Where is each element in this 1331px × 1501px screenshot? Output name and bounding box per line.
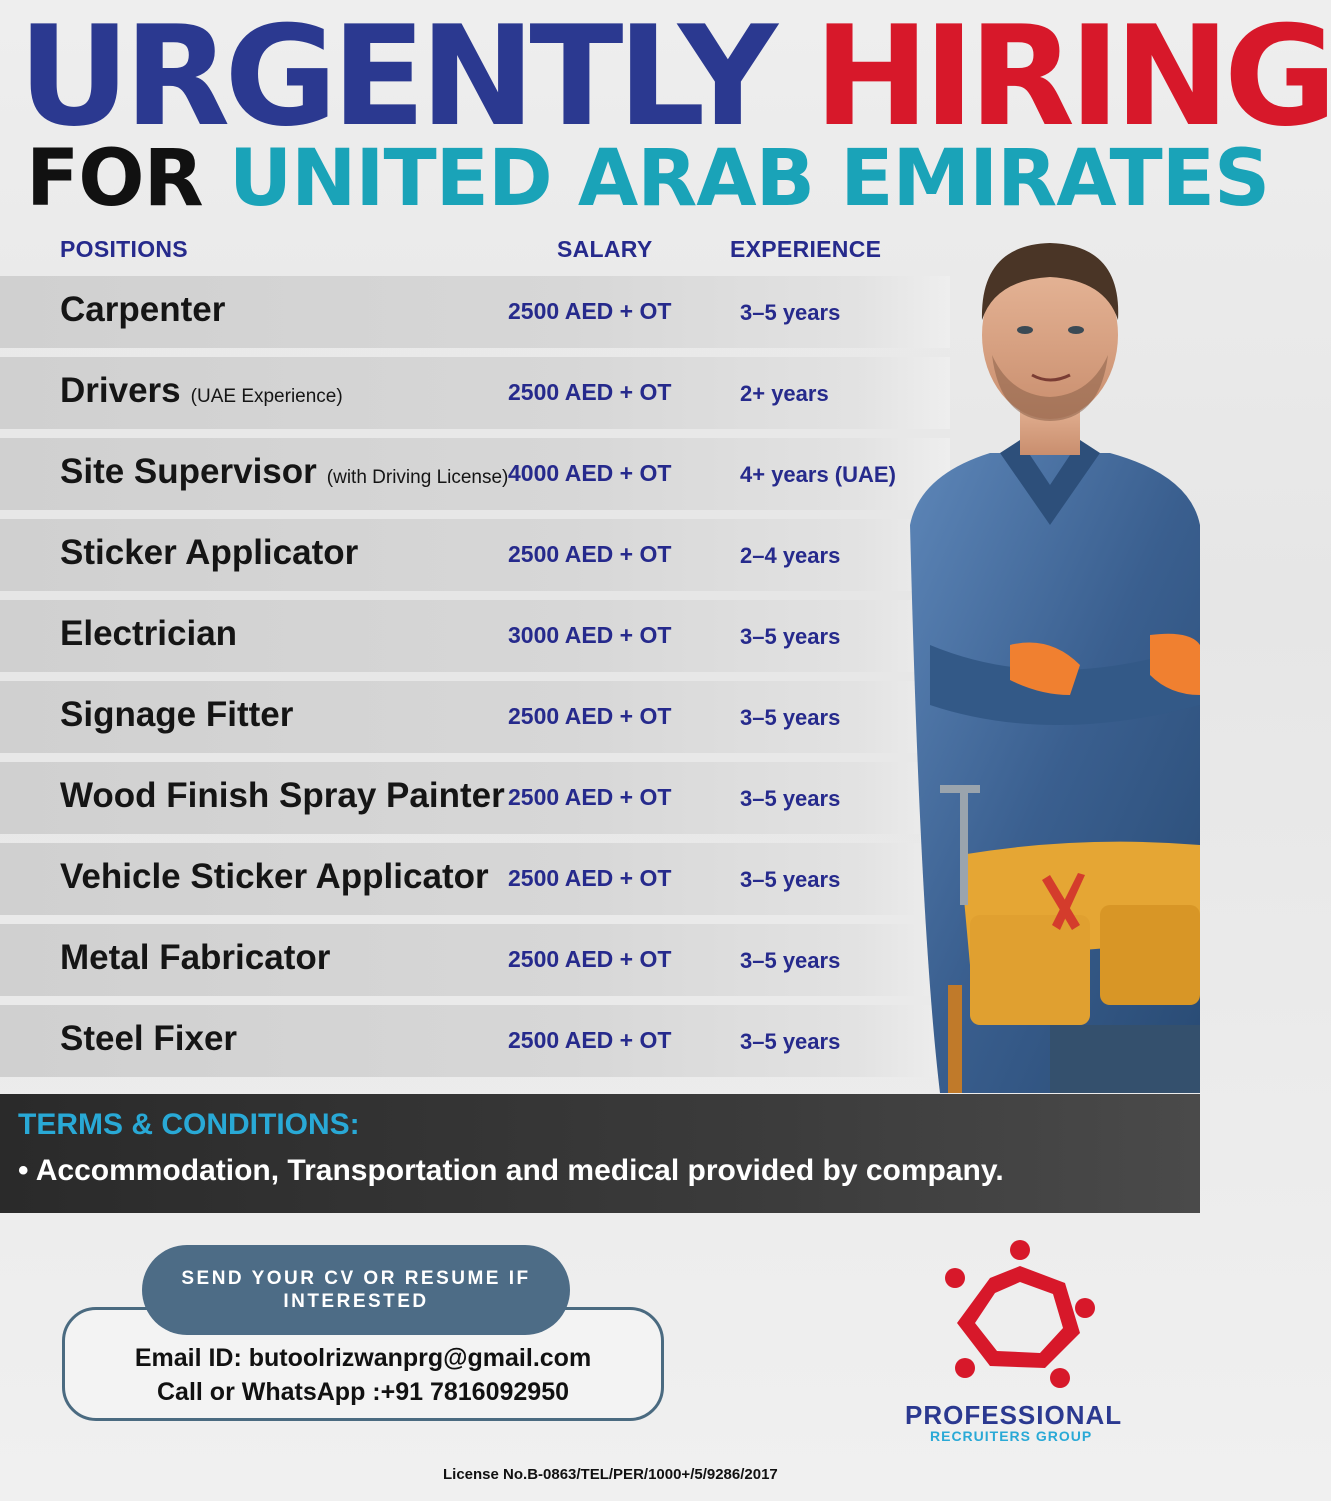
experience-value: 4+ years (UAE) — [740, 462, 896, 487]
salary-value: 4000 AED + OT — [508, 460, 672, 486]
terms-band — [0, 1094, 1200, 1213]
position-name: Electrician — [60, 614, 238, 653]
position-title — [60, 371, 343, 411]
experience-value: 3–5 years — [740, 1029, 841, 1054]
position-name: Vehicle Sticker Applicator — [60, 857, 489, 896]
terms-text: • Accommodation, Transportation and medical provided by company. — [18, 1154, 1004, 1187]
experience-value: 2+ years — [740, 381, 829, 406]
table-row — [0, 843, 950, 915]
table-row — [0, 924, 950, 996]
contact-email[interactable]: Email ID: butoolrizwanprg@gmail.com — [134, 1344, 592, 1372]
headline-country: UNITED ARAB EMIRATES — [228, 134, 1270, 224]
salary-value: 2500 AED + OT — [508, 865, 672, 891]
terms-title: TERMS & CONDITIONS: — [18, 1108, 360, 1141]
headline-secondary — [26, 134, 1269, 224]
position-note: (with Driving License) — [326, 467, 509, 488]
position-name: Drivers — [60, 371, 181, 410]
position-title — [60, 290, 225, 330]
salary-value: 2500 AED + OT — [508, 1027, 672, 1053]
position-name: Steel Fixer — [60, 1019, 238, 1058]
position-title — [60, 1019, 237, 1059]
salary-value: 2500 AED + OT — [508, 541, 672, 567]
headline-word-for: FOR — [26, 134, 203, 224]
headline-word-urgently: URGENTLY — [18, 0, 772, 157]
license-number: License No.B-0863/TEL/PER/1000+/5/9286/2017 — [443, 1466, 778, 1483]
position-title — [60, 533, 358, 573]
position-title — [60, 452, 508, 492]
send-cv-banner — [142, 1245, 570, 1335]
position-title — [60, 776, 505, 816]
experience-value: 3–5 years — [740, 786, 841, 811]
position-name: Wood Finish Spray Painter — [60, 776, 505, 815]
brand-name: PROFESSIONAL — [905, 1400, 1123, 1430]
experience-value: 3–5 years — [740, 624, 841, 649]
experience-value: 3–5 years — [740, 705, 841, 730]
column-header-positions: POSITIONS — [60, 236, 188, 262]
column-header-salary: SALARY — [557, 236, 653, 262]
table-row — [0, 1005, 950, 1077]
column-header-experience: EXPERIENCE — [730, 236, 882, 262]
headline-word-hiring: HIRING — [813, 0, 1331, 157]
contact-phone[interactable]: Call or WhatsApp :+91 7816092950 — [157, 1378, 569, 1406]
position-name: Sticker Applicator — [60, 533, 359, 572]
experience-value: 2–4 years — [740, 543, 841, 568]
position-title — [60, 857, 489, 897]
position-name: Carpenter — [60, 290, 226, 329]
position-title — [60, 695, 293, 735]
table-row — [0, 519, 950, 591]
experience-value: 3–5 years — [740, 948, 841, 973]
position-name: Site Supervisor — [60, 452, 317, 491]
salary-value: 2500 AED + OT — [508, 298, 672, 324]
headline-primary — [18, 0, 1331, 157]
salary-value: 2500 AED + OT — [508, 379, 672, 405]
position-name: Signage Fitter — [60, 695, 294, 734]
experience-value: 3–5 years — [740, 300, 841, 325]
table-row — [0, 276, 950, 348]
salary-value: 2500 AED + OT — [508, 784, 672, 810]
send-cv-text: SEND YOUR CV OR RESUME IF INTERESTED — [181, 1268, 531, 1312]
table-row — [0, 438, 950, 510]
position-title — [60, 614, 237, 654]
salary-value: 2500 AED + OT — [508, 703, 672, 729]
position-name: Metal Fabricator — [60, 938, 331, 977]
position-title — [60, 938, 330, 978]
table-row — [0, 357, 950, 429]
worker-illustration — [900, 225, 1200, 1093]
table-row — [0, 600, 950, 672]
table-row — [0, 681, 950, 753]
salary-value: 3000 AED + OT — [508, 622, 672, 648]
position-note: (UAE Experience) — [190, 386, 343, 407]
table-row — [0, 762, 950, 834]
salary-value: 2500 AED + OT — [508, 946, 672, 972]
brand-logo — [935, 1238, 1105, 1388]
experience-value: 3–5 years — [740, 867, 841, 892]
brand-subtitle: RECRUITERS GROUP — [930, 1428, 1093, 1444]
